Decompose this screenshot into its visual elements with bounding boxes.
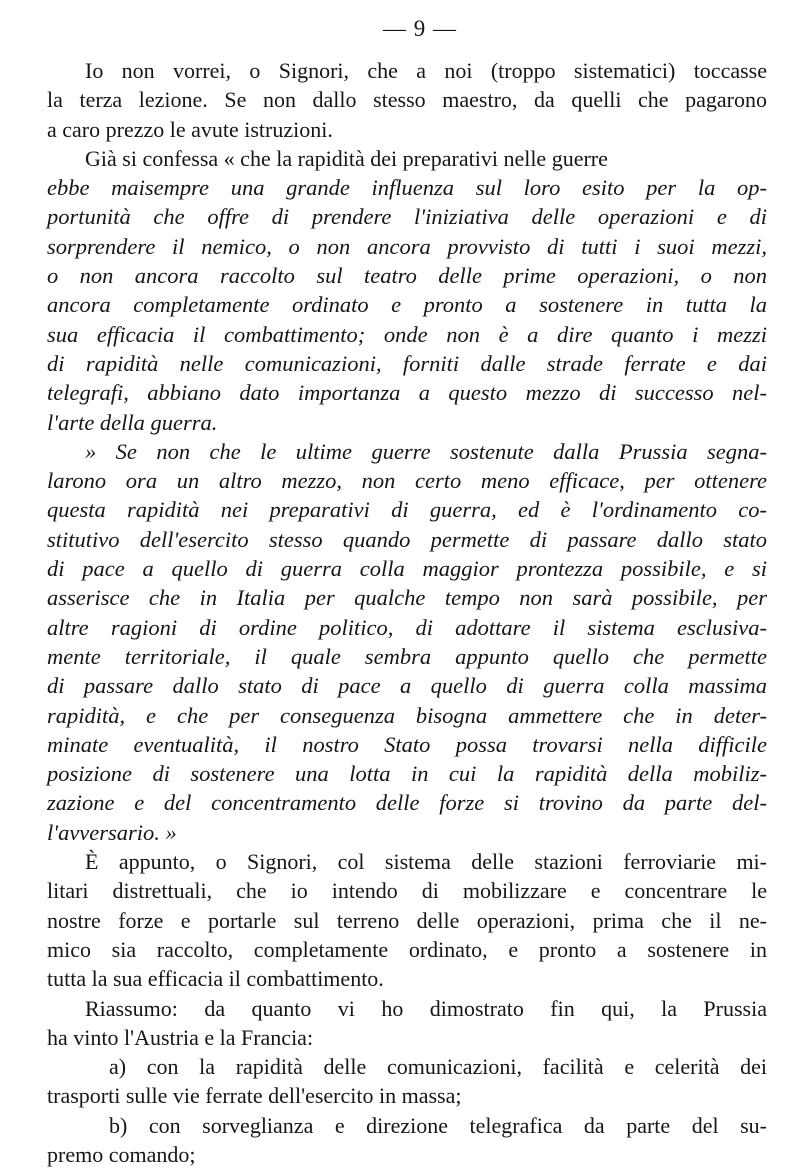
text-line: l'arte della guerra. [47, 409, 218, 435]
text-line: posizione di sostenere una lotta in cui la rapidità della mobiliz- [47, 761, 767, 787]
text-line: rapidità, e che per conseguenza bisogna ammettere che in deter- [47, 702, 767, 728]
text-line: È appunto, o Signori, col sistema delle stazioni ferroviarie mi- [85, 849, 767, 875]
text-line: portunità che offre di prendere l'iniziativa delle operazioni e di [47, 204, 767, 230]
text-line: » Se non che le ultime guerre sostenute dalla Prussia segna- [85, 438, 767, 464]
text-line: altre ragioni di ordine politico, di adottare il sistema esclusiva- [47, 614, 767, 640]
text-line: di passare dallo stato di pace a quello di guerra colla massima [47, 673, 767, 699]
text-line: a) con la rapidità delle comunicazioni, facilità e celerità dei [109, 1054, 767, 1080]
body-text [47, 56, 767, 1169]
paragraph [47, 847, 767, 993]
text-line: ha vinto l'Austria e la Francia: [47, 1024, 314, 1050]
text-line: di rapidità nelle comunicazioni, forniti dalle strade ferrate e dai [47, 350, 767, 376]
text-line: minate eventualità, il nostro Stato possa trovarsi nella difficile [47, 731, 767, 757]
paragraph [47, 994, 767, 1053]
text-line: mente territoriale, il quale sembra appunto quello che permette [47, 643, 767, 669]
text-line: Già si confessa « che la rapidità dei preparativi nelle guerre [85, 145, 608, 171]
text-line: di pace a quello di guerra colla maggior prontezza possibile, e si [47, 556, 767, 582]
paragraph [47, 437, 767, 847]
page-number: — 9 — [383, 16, 457, 41]
text-line: litari distrettuali, che io intendo di mobilizzare e concentrare le [47, 878, 767, 904]
text-line: telegrafi, abbiano dato importanza a questo mezzo di successo nel- [47, 380, 767, 406]
paragraph [47, 56, 767, 144]
text-line: asserisce che in Italia per qualche tempo non sarà possibile, per [47, 585, 767, 611]
text-line: nostre forze e portarle sul terreno delle operazioni, prima che il ne- [47, 907, 767, 933]
text-line: a caro prezzo le avute istruzioni. [47, 116, 333, 142]
text-line: stitutivo dell'esercito stesso quando permette di passare dallo stato [47, 526, 767, 552]
text-line: Io non vorrei, o Signori, che a noi (troppo sistematici) toccasse [85, 58, 767, 83]
text-line: Riassumo: da quanto vi ho dimostrato fin qui, la Prussia [85, 995, 767, 1021]
text-line: b) con sorveglianza e direzione telegrafica da parte del su- [109, 1112, 767, 1138]
text-line: la terza lezione. Se non dallo stesso maestro, da quelli che pagarono [47, 87, 767, 113]
text-line: larono ora un altro mezzo, non certo meno efficace, per ottenere [47, 468, 767, 494]
text-line: questa rapidità nei preparativi di guerra, ed è l'ordinamento co- [47, 497, 767, 523]
text-line: ancora completamente ordinato e pronto a sostenere in tutta la [47, 292, 767, 318]
text-line: sua efficacia il combattimento; onde non è a dire quanto i mezzi [47, 321, 767, 347]
text-line: l'avversario. » [47, 819, 177, 845]
paragraph [47, 1052, 767, 1111]
text-line: sorprendere il nemico, o non ancora provvisto di tutti i suoi mezzi, [47, 233, 767, 259]
text-line: zazione e del concentramento delle forze si trovino da parte del- [47, 790, 767, 816]
text-line: mico sia raccolto, completamente ordinato, e pronto a sostenere in [47, 936, 767, 962]
text-line: premo comando; [47, 1141, 196, 1167]
text-line: trasporti sulle vie ferrate dell'esercito in massa; [47, 1083, 462, 1109]
text-line: ebbe maisempre una grande influenza sul loro esito per la op- [47, 175, 767, 201]
paragraph [47, 173, 767, 437]
paragraph [47, 144, 767, 173]
text-line: o non ancora raccolto sul teatro delle prime operazioni, o non [47, 263, 767, 289]
text-line: tutta la sua efficacia il combattimento. [47, 966, 384, 992]
